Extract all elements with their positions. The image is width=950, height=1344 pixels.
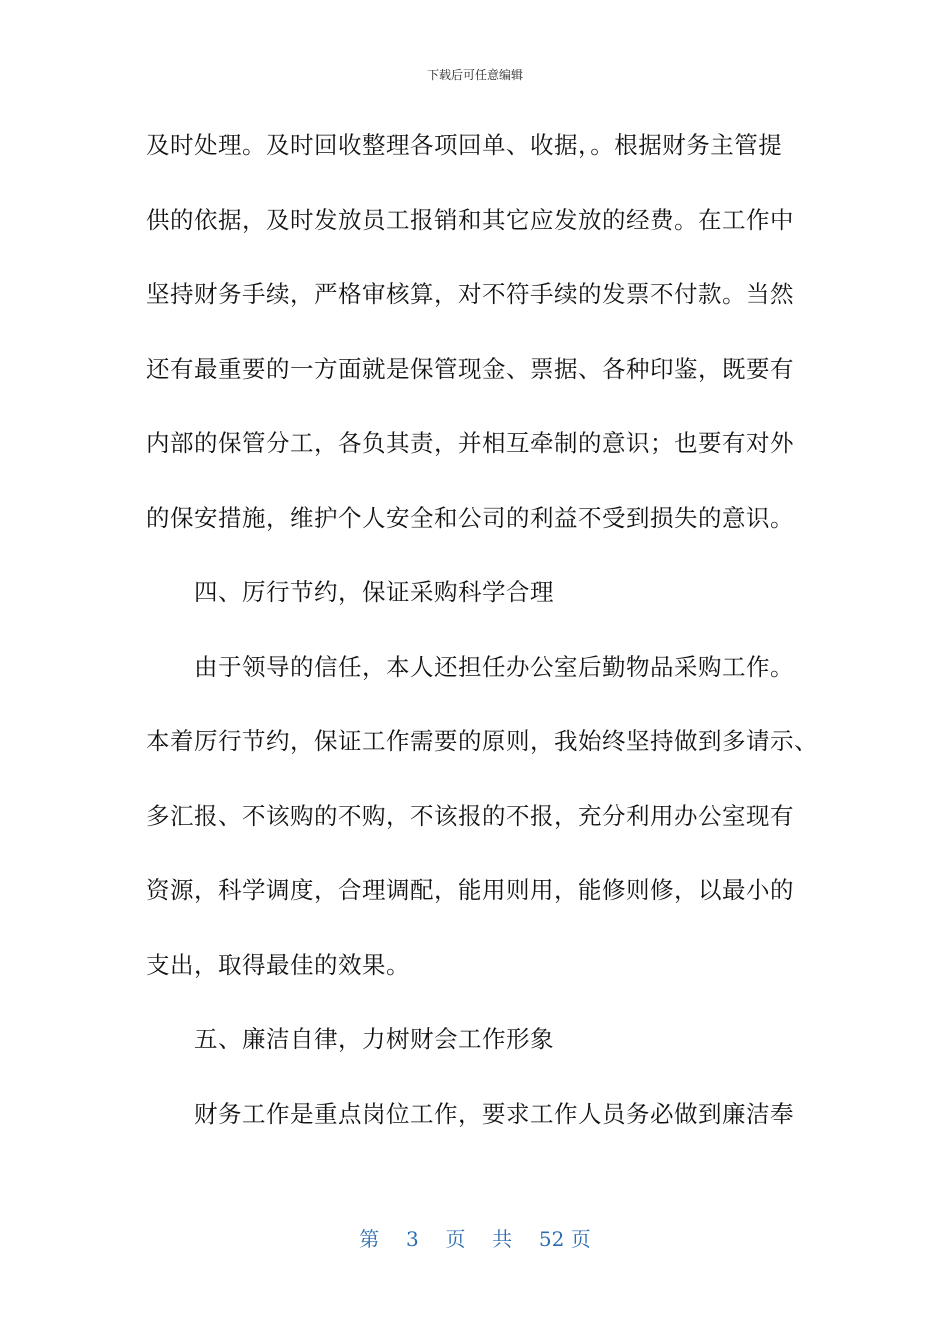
page-header-note: 下载后可任意编辑	[426, 68, 523, 82]
current-page-number: 3	[406, 1227, 419, 1251]
paragraph-line: 由于领导的信任，本人还担任办公室后勤物品采购工作。	[194, 652, 794, 681]
paragraph-line: 及时处理。及时回收整理各项回单、收据，。根据财务主管提	[146, 131, 783, 159]
total-page-count: 52	[538, 1227, 565, 1251]
footer-suffix: 页	[570, 1227, 591, 1251]
footer-total-word: 共	[492, 1227, 513, 1251]
paragraph-line: 财务工作是重点岗位工作，要求工作人员务必做到廉洁奉	[194, 1099, 794, 1128]
paragraph-line: 支出，取得最佳的效果。	[146, 950, 410, 979]
paragraph-line: 坚持财务手续，严格审核算，对不符手续的发票不付款。当然	[146, 280, 794, 308]
footer-prefix: 第	[359, 1227, 380, 1251]
paragraph-line: 本着厉行节约，保证工作需要的原则，我始终坚持做到多请示、	[146, 727, 818, 755]
paragraph-line: 还有最重要的一方面就是保管现金、票据、各种印鉴，既要有	[146, 354, 794, 383]
document-body	[146, 122, 818, 1165]
paragraph-line: 供的依据，及时发放员工报销和其它应发放的经费。在工作中	[146, 205, 794, 234]
paragraph-line: 多汇报、不该购的不购，不该报的不报，充分利用办公室现有	[146, 801, 794, 830]
paragraph-line: 的保安措施，维护个人安全和公司的利益不受到损失的意识。	[146, 503, 794, 532]
section-heading: 四、厉行节约，保证采购科学合理	[194, 578, 554, 606]
page-number-footer	[0, 1223, 950, 1252]
paragraph-line: 资源，科学调度，合理调配，能用则用，能修则修，以最小的	[146, 876, 794, 904]
section-heading: 五、廉洁自律，力树财会工作形象	[194, 1025, 554, 1053]
footer-page-word: 页	[445, 1227, 466, 1251]
paragraph-line: 内部的保管分工，各负其责，并相互牵制的意识；也要有对外	[146, 429, 794, 457]
